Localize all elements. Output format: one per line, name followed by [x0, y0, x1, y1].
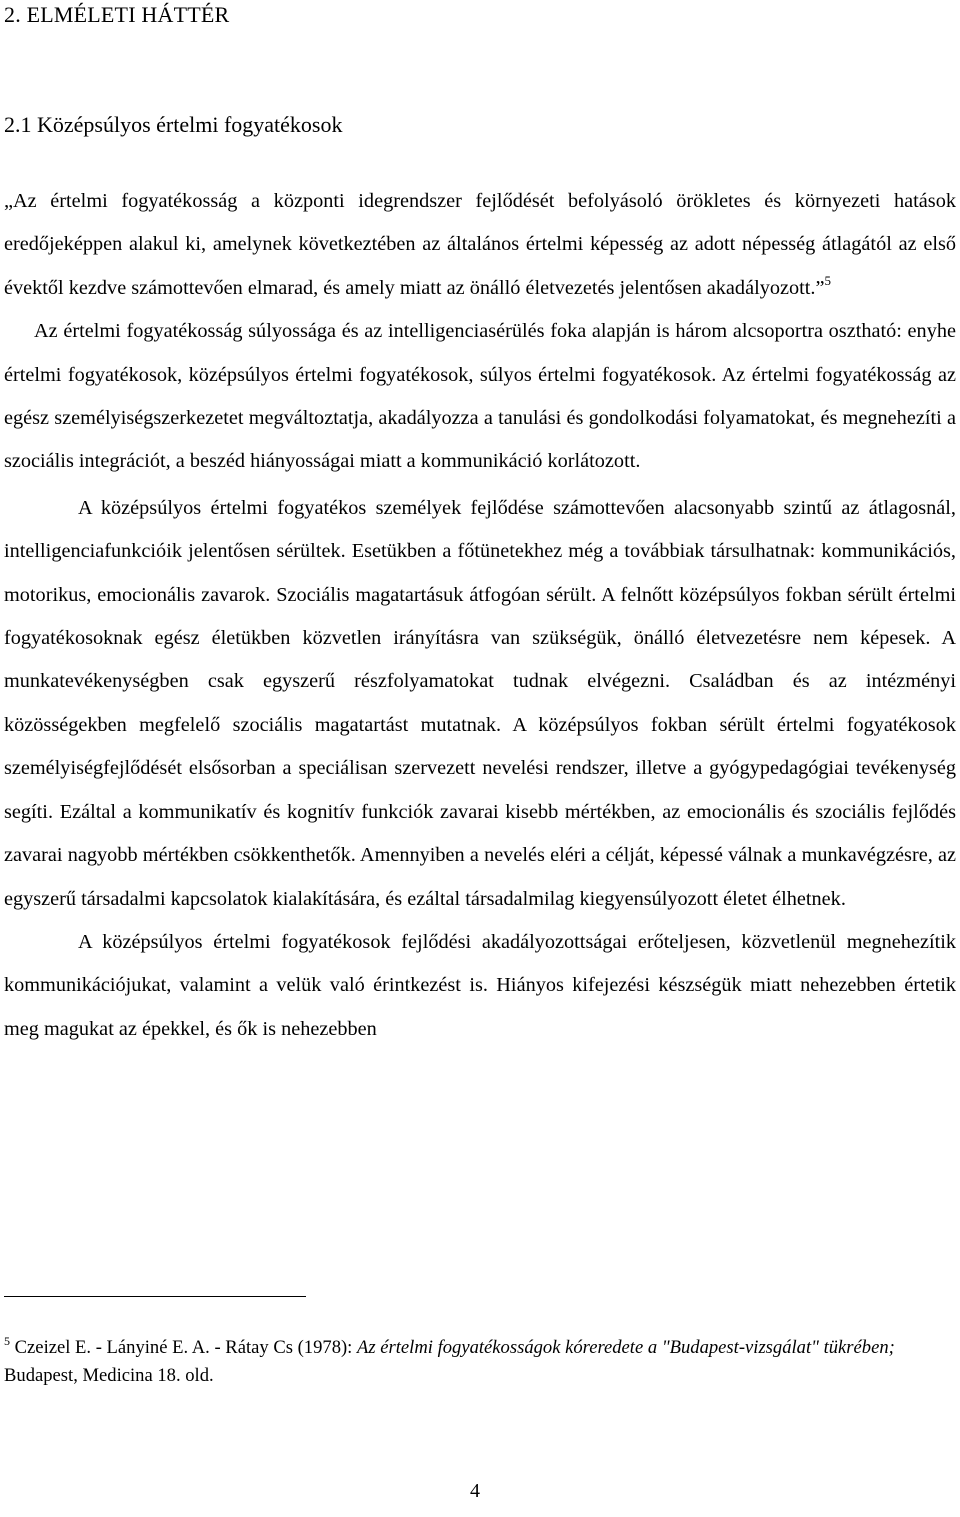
footnote-publisher: Budapest, Medicina 18. old.: [4, 1365, 214, 1386]
quote-text: „Az értelmi fogyatékosság a központi idegrendszer fejlődését befolyásoló örökletes és környezeti hatások eredőjeképpen alakul ki, amelynek következtében az általános értelmi képesség az adott népesség átlagától az első évektől kezdve számottevően elmarad, és amely miatt az önálló életvezetés jelentősen akadályozott.”: [4, 190, 956, 299]
paragraph-communication: A középsúlyos értelmi fogyatékosok fejlődési akadályozottságai erőteljesen, közvetlenül megnehezítik kommunikációjukat, valamint a velük való érintkezést is. Hiányos kifejezési készségük miatt nehezebben értetik meg magukat az épekkel, és ők is nehezebben: [4, 930, 956, 1040]
footnote-divider: [4, 1296, 306, 1297]
chapter-heading: 2. ELMÉLETI HÁTTÉR: [4, 2, 230, 27]
page-number: 4: [470, 1480, 480, 1502]
paragraph-severity: Az értelmi fogyatékosság súlyossága és az intelligenciasérülés foka alapján is három alcsoportra osztható: enyhe értelmi fogyatékosok, középsúlyos értelmi fogyatékosok, súlyos értelmi fogyatékosok. Az értelmi fogyatékosság az egész személyiségszerkezetet megváltoztatja, akadályozza a tanulási és gondolkodási folyamatokat, és megnehezíti a szociális integrációt, a beszéd hiányosságai miatt a kommunikáció korlátozott.: [4, 320, 956, 473]
footnote-number: 5: [4, 1334, 10, 1348]
footnote: [4, 1334, 956, 1390]
footnote-authors: Czeizel E. - Lányiné E. A. - Rátay Cs (1978):: [14, 1337, 353, 1358]
body-text: [4, 180, 956, 1051]
section-heading: 2.1 Középsúlyos értelmi fogyatékosok: [4, 112, 343, 137]
paragraph-quote: [4, 180, 956, 310]
footnote-title: Az értelmi fogyatékosságok kóreredete a "Budapest-vizsgálat" tükrében;: [357, 1337, 895, 1358]
footnote-reference: 5: [824, 272, 831, 288]
paragraph-moderate-development: A középsúlyos értelmi fogyatékos személyek fejlődése számottevően alacsonyabb szintű az átlagosnál, intelligenciafunkcióik jelentősen sérültek. Esetükben a főtünetekhez még a továbbiak társulhatnak: kommunikációs, motorikus, emocionális zavarok. Szociális magatartásuk átfogóan sérült. A felnőtt középsúlyos fokban sérült értelmi fogyatékosoknak egész életükben közvetlen irányításra van szükségük, önálló életvezetésre nem képesek. A munkatevékenységben csak egyszerű részfolyamatokat tudnak elvégezni. Családban és az intézményi közösségekben megfelelő szociális magatartást mutatnak. A középsúlyos fokban sérült értelmi fogyatékosok személyiségfejlődését elsősorban a speciálisan szervezett nevelési rendszer, illetve a gyógypedagógiai tevékenység segíti. Ezáltal a kommunikatív és kognitív funkciók zavarai kisebb mértékben, az emocionális és szociális fejlődés zavarai nagyobb mértékben csökkenthetők. Amennyiben a nevelés eléri a célját, képessé válnak a munkavégzésre, az egyszerű társadalmi kapcsolatok kialakítására, és ezáltal társadalmilag kiegyensúlyozott életet élhetnek.: [4, 496, 956, 910]
